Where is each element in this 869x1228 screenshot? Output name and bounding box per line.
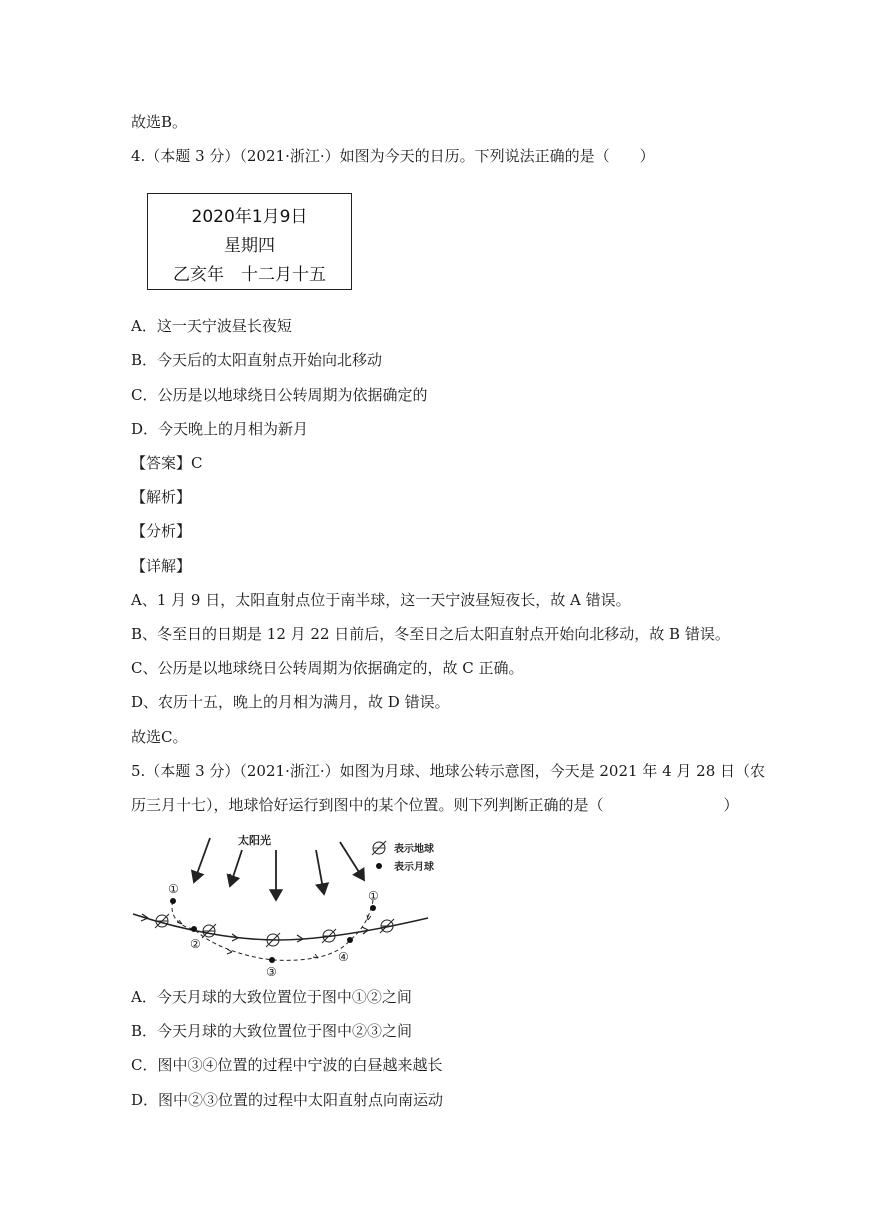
calendar-box	[147, 193, 352, 290]
sunlight-arrows	[194, 838, 364, 900]
q4-option-b: B．今天后的太阳直射点开始向北移动	[131, 351, 383, 369]
legend-earth	[372, 841, 434, 855]
earth-orbit	[133, 914, 428, 940]
q5-option-d: D．图中②③位置的过程中太阳直射点向南运动	[131, 1091, 444, 1109]
q5-option-a: A．今天月球的大致位置位于图中①②之间	[131, 988, 412, 1006]
position-label-2: ②	[190, 937, 201, 951]
legend-moon-label: 表示月球	[394, 862, 434, 873]
q4-option-d: D．今天晚上的月相为新月	[131, 420, 309, 438]
position-label-1-left: ①	[168, 882, 179, 896]
calendar-weekday: 星期四	[224, 236, 275, 256]
q5-option-b: B．今天月球的大致位置位于图中②③之间	[131, 1022, 413, 1040]
q4-stem: 4.（本题 3 分）（2021·浙江·）如图为今天的日历。下列说法正确的是（ ）	[131, 147, 655, 165]
q5-option-c: C．图中③④位置的过程中宁波的白昼越来越长	[131, 1056, 443, 1074]
position-label-3: ③	[266, 965, 277, 978]
calendar-lunar: 乙亥年 十二月十五	[173, 265, 326, 285]
q4-detail-a: A、1 月 9 日，太阳直射点位于南半球，这一天宁波昼短夜长，故 A 错误。	[131, 591, 631, 609]
q4-fenxi-heading: 【分析】	[131, 522, 192, 540]
q4-option-c: C．公历是以地球绕日公转周期为依据确定的	[131, 386, 428, 404]
q5-stem-line2: 历三月十七），地球恰好运行到图中的某个位置。则下列判断正确的是（ ）	[131, 796, 739, 814]
q4-conclusion: 故选C。	[131, 728, 188, 746]
position-label-1-right: ①	[368, 889, 379, 903]
q4-detail-c: C、公历是以地球绕日公转周期为依据确定的，故 C 正确。	[131, 659, 524, 677]
calendar-date: 2020年1月9日	[191, 207, 308, 227]
q5-stem-line1: 5.（本题 3 分）（2021·浙江·）如图为月球、地球公转示意图，今天是 2021 年 4 月 28 日（农	[131, 762, 766, 780]
q3-conclusion: 故选B。	[131, 113, 188, 131]
orbit-diagram	[128, 828, 448, 978]
legend-moon	[376, 860, 434, 873]
q4-detail-b: B、冬至日的日期是 12 月 22 日前后，冬至日之后太阳直射点开始向北移动，故 B 错误。	[131, 625, 730, 643]
sunlight-label: 太阳光	[238, 834, 271, 847]
position-label-4: ④	[338, 950, 349, 964]
q4-detail-d: D、农历十五，晚上的月相为满月，故 D 错误。	[131, 693, 450, 711]
q4-option-a: A．这一天宁波昼长夜短	[131, 317, 292, 335]
q4-detail-heading: 【详解】	[131, 557, 192, 575]
legend-earth-label: 表示地球	[394, 844, 434, 855]
q4-answer: 【答案】C	[131, 454, 203, 472]
q4-analysis-heading: 【解析】	[131, 488, 192, 506]
